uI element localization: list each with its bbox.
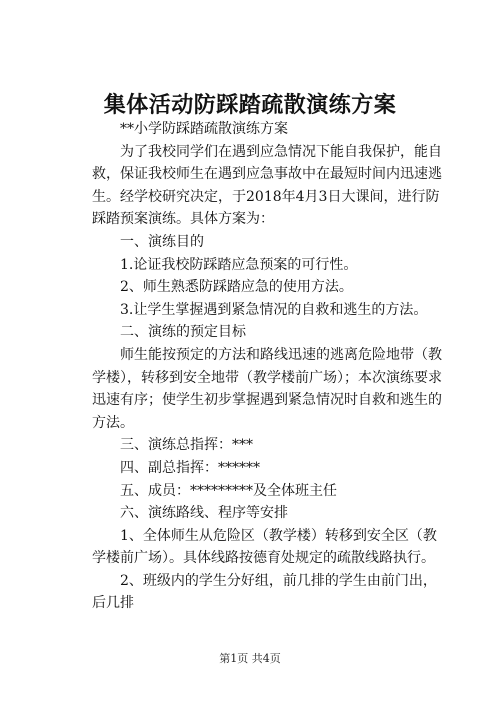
route-item-2: 2、班级内的学生分好组，前几排的学生由前门出，后几排: [92, 572, 437, 612]
section-heading-purpose: 一、演练目的: [120, 233, 204, 250]
purpose-item-2: 2、师生熟悉防踩踏应急的使用方法。: [120, 279, 353, 296]
section-heading-route: 六、演练路线、程序等安排: [120, 505, 288, 522]
section-deputy-commander: 四、副总指挥：******: [120, 459, 260, 476]
section-chief-commander: 三、演练总指挥：***: [120, 437, 253, 454]
paragraph-subtitle: **小学防踩踏疏散演练方案: [120, 121, 288, 137]
document-title: 集体活动防踩踏疏散演练方案: [103, 92, 397, 118]
section-heading-goal: 二、演练的预定目标: [120, 324, 246, 341]
paragraph-intro: 为了我校同学们在遇到应急情况下能自我保护，能自救，保证我校师生在遇到应急事故中在最短时间内迅速逃生。经学校研究决定，于2018年4月3日大课间，进行防踩踏预案演练。具体方案为：: [92, 143, 442, 228]
paragraph-goal: 师生能按预定的方法和路线迅速的逃离危险地带（教学楼），转移到安全地带（教学楼前广场）；本次演练要求迅速有序；使学生初步掌握遇到紧急情况时自救和逃生的方法。: [92, 346, 442, 431]
document-body: [92, 118, 442, 615]
page-number: 第1页 共4页: [219, 652, 281, 665]
purpose-item-1: 1.论证我校防踩踏应急预案的可行性。: [120, 256, 358, 273]
purpose-item-3: 3.让学生掌握遇到紧急情况的自救和逃生的方法。: [120, 301, 428, 318]
section-members: 五、成员：*********及全体班主任: [120, 482, 337, 499]
route-item-1: 1、全体师生从危险区（教学楼）转移到安全区（教学楼前广场）。具体线路按德育处规定的疏散线路执行。: [92, 527, 437, 567]
